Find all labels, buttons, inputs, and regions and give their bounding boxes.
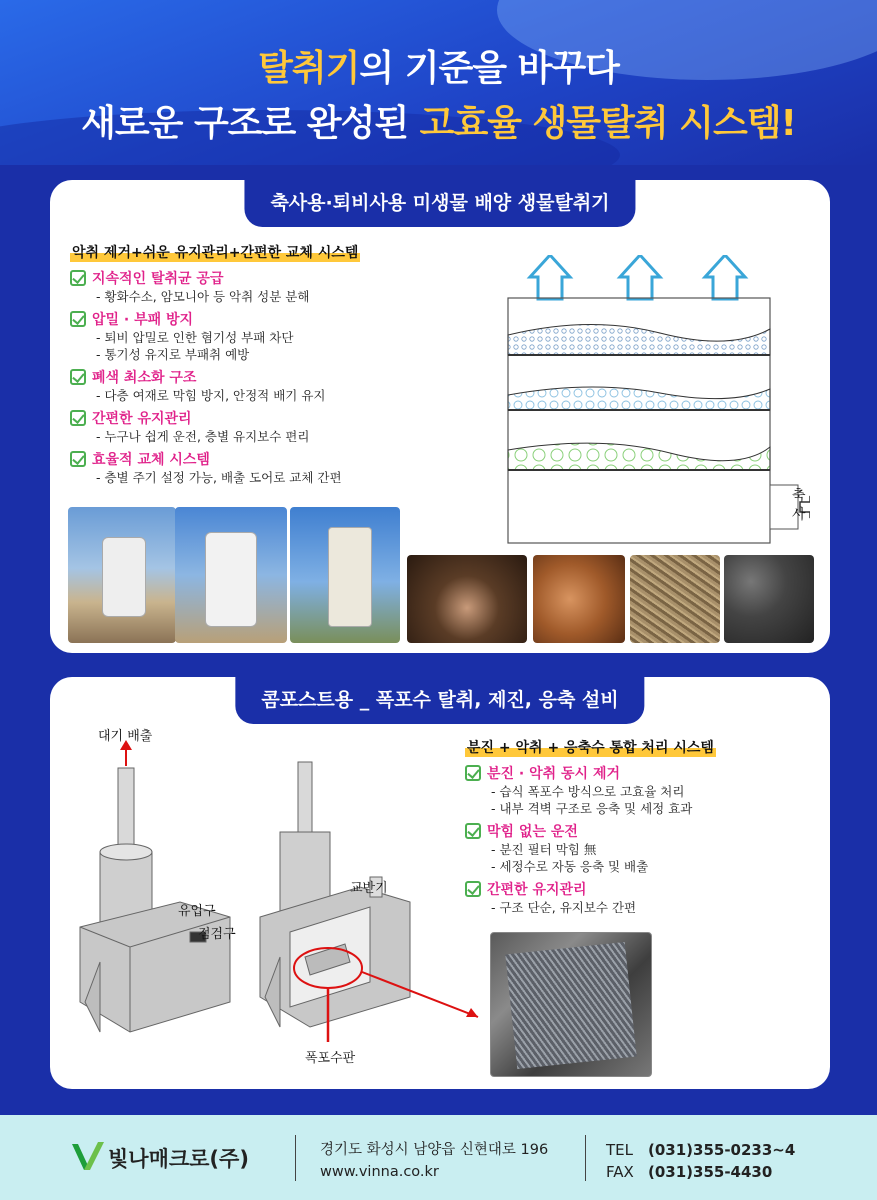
check-icon: [70, 311, 86, 327]
label-inlet: 유입구: [178, 904, 216, 919]
company-logo-icon: [70, 1140, 106, 1174]
hero-line2-pre: 새로운 구조로 완성된: [81, 103, 420, 144]
hero-highlight-2: 고효율 생물탈취 시스템!: [419, 103, 796, 144]
section1-title: 축사용·퇴비사용 미생물 배양 생물탈취기: [244, 178, 635, 227]
contact-phone-block: [606, 1139, 795, 1183]
feature-title: 지속적인 탈취균 공급: [92, 271, 224, 287]
hero-banner: [0, 0, 877, 165]
section2-feature-list: [465, 763, 805, 916]
feature-title: 효율적 교체 시스템: [92, 452, 210, 468]
feature-item: [465, 821, 805, 875]
feature-desc: - 퇴비 압밀로 인한 혐기성 부패 차단: [96, 330, 294, 345]
feature-item: [70, 309, 450, 363]
hero-headline-2: [0, 95, 877, 146]
section-biofilter-card: [50, 180, 830, 653]
hero-line1-rest: 의 기준을 바꾸다: [359, 48, 619, 89]
diagram-label-2: 사: [792, 507, 806, 523]
feature-item: [70, 408, 450, 445]
address: 경기도 화성시 남양읍 신현대로 196: [320, 1142, 549, 1158]
section1-subtitle: 악취 제거+쉬운 유지관리+간편한 교체 시스템: [70, 242, 360, 262]
photo-waterfall-plate: [490, 932, 652, 1077]
feature-title: 압밀 · 부패 방지: [92, 312, 194, 328]
label-inspection: 점검구: [198, 927, 236, 942]
website-link[interactable]: www.vinna.co.kr: [320, 1164, 439, 1180]
divider: [295, 1135, 296, 1181]
fax-number: (031)355-4430: [648, 1163, 773, 1181]
check-icon: [70, 451, 86, 467]
feature-desc: - 세정수로 자동 응축 및 배출: [491, 859, 649, 874]
feature-desc: - 황화수소, 암모니아 등 악취 성분 분해: [96, 289, 310, 304]
check-icon: [465, 765, 481, 781]
feature-item: [465, 879, 805, 916]
section-waterfall-card: [50, 677, 830, 1089]
label-waterfall-plate: 폭포수판: [305, 1051, 356, 1066]
hero-highlight-1: 탈취기: [258, 48, 360, 89]
feature-title: 막힘 없는 운전: [487, 824, 578, 840]
waterfall-scrubber-diagram: [70, 732, 490, 1082]
feature-desc: - 누구나 쉽게 운전, 층별 유지보수 편리: [96, 429, 310, 444]
tel-label: TEL: [606, 1141, 633, 1159]
section2-subtitle: 분진 + 악취 + 응축수 통합 처리 시스템: [465, 737, 716, 757]
photo-biofilter-unit-2: [175, 507, 287, 643]
feature-title: 폐색 최소화 구조: [92, 370, 197, 386]
check-icon: [70, 410, 86, 426]
photo-compost-hands: [407, 555, 527, 643]
check-icon: [70, 270, 86, 286]
section2-title: 콤포스트용 _ 폭포수 탈취, 제진, 응축 설비: [235, 675, 644, 724]
company-name: 빛나매크로(주): [108, 1147, 249, 1171]
feature-item: [70, 449, 450, 486]
feature-desc: - 통기성 유지로 부패취 예방: [96, 347, 250, 362]
label-agitator: 교반기: [350, 881, 388, 896]
divider: [585, 1135, 586, 1181]
feature-desc: - 구조 단순, 유지보수 간편: [491, 900, 637, 915]
feature-desc: - 다층 여재로 막힘 방지, 안정적 배기 유지: [96, 388, 326, 403]
photo-wood-chip-media: [630, 555, 720, 643]
label-exhaust: 대기 배출: [98, 729, 153, 744]
photo-stone-media: [724, 555, 814, 643]
check-icon: [465, 823, 481, 839]
biofilter-layer-diagram: [440, 255, 810, 555]
hero-headline-1: [0, 40, 877, 91]
diagram-label-1: 축: [792, 488, 806, 504]
check-icon: [70, 369, 86, 385]
feature-desc: - 층별 주기 설정 가능, 배출 도어로 교체 간편: [96, 470, 342, 485]
feature-desc: - 분진 필터 막힘 無: [491, 842, 597, 857]
photo-bark-media: [533, 555, 625, 643]
feature-title: 분진 · 악취 동시 제거: [487, 766, 621, 782]
footer: [0, 1115, 877, 1200]
exhaust-arrow-icon: [530, 255, 745, 299]
feature-desc: - 습식 폭포수 방식으로 고효율 처리: [491, 784, 685, 799]
contact-address-block: [320, 1139, 548, 1183]
section1-feature-list: [70, 268, 450, 486]
feature-item: [70, 268, 450, 305]
feature-title: 간편한 유지관리: [487, 882, 587, 898]
photo-biofilter-unit-1: [68, 507, 176, 643]
tel-number[interactable]: (031)355-0233~4: [648, 1141, 796, 1159]
check-icon: [465, 881, 481, 897]
feature-item: [70, 367, 450, 404]
feature-title: 간편한 유지관리: [92, 411, 192, 427]
fax-label: FAX: [606, 1163, 634, 1181]
photo-biofilter-unit-3: [290, 507, 400, 643]
feature-desc: - 내부 격벽 구조로 응축 및 세정 효과: [491, 801, 693, 816]
feature-item: [465, 763, 805, 817]
